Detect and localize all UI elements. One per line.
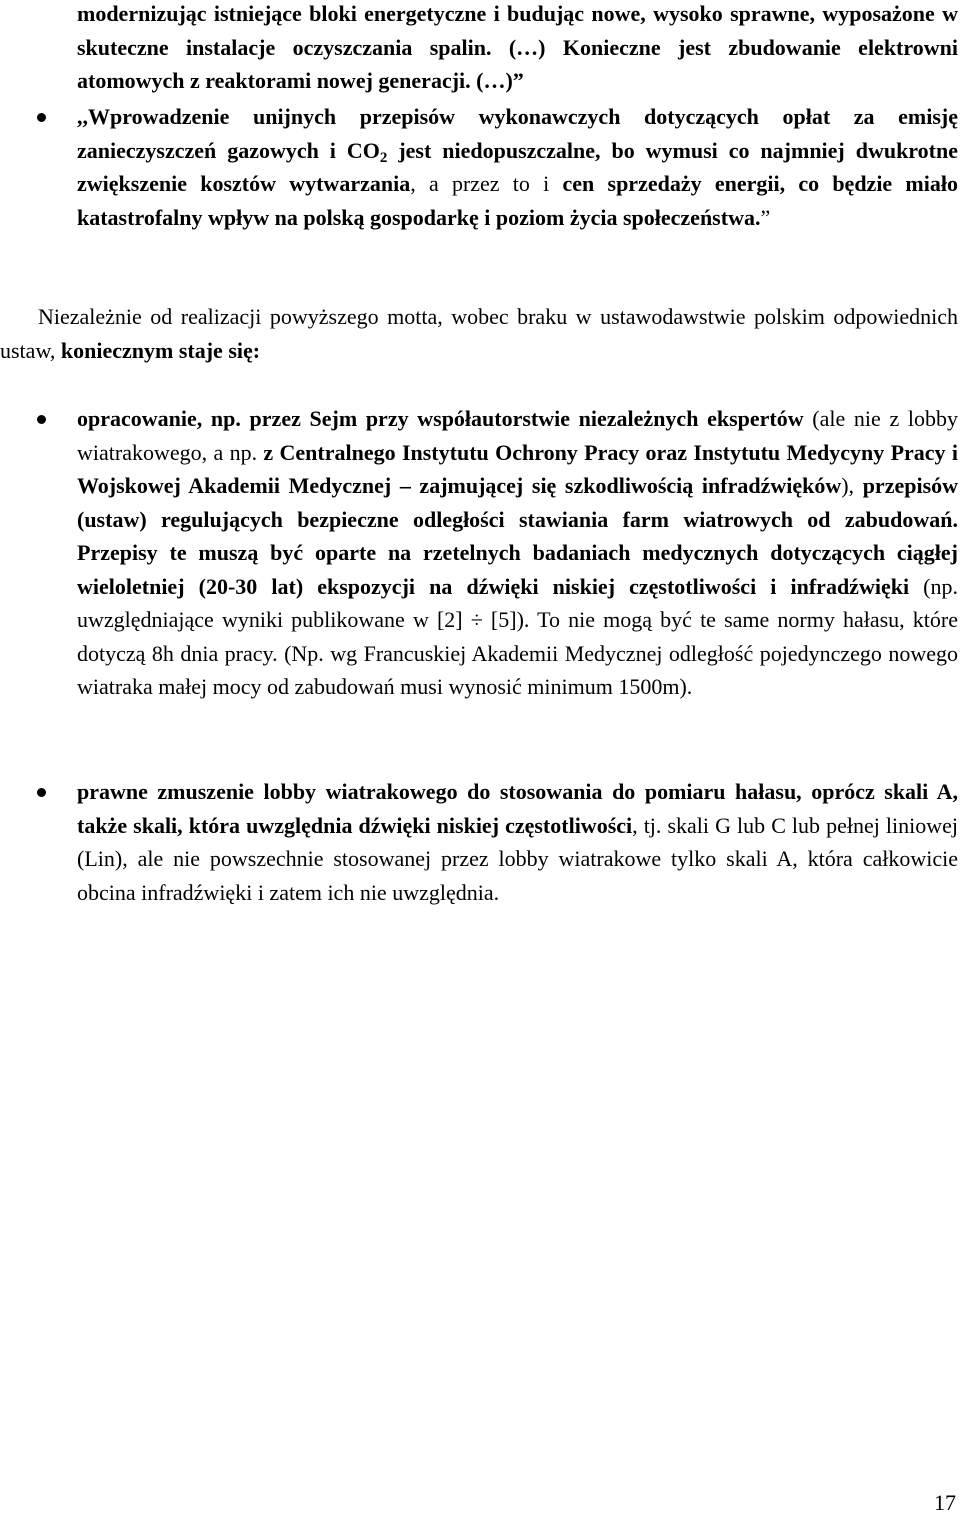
bullet-paragraph-1 [77,402,958,704]
intro-text: Niezależnie od realizacji powyższego motta, wobec braku w ustawodawstwie polskim odpowiednich ustaw, [0,304,958,363]
quote-text-1: ,,Wprowadzenie unijnych przepisów wykonawczych dotyczących opłat za emisję zanieczyszczeń gazowych i CO [77,104,958,163]
quote-text-3: , a przez to i [410,171,563,196]
bullet-paragraph-2 [77,775,958,909]
continuation-paragraph [77,0,958,98]
bullet2-text-2: , tj. skali G lub C lub pełnej liniowej (Lin), ale nie powszechnie stosowanej przez lobby wiatrakowe tylko skali A, która całkowicie obcina infradźwięki i zatem ich nie uwzględnia. [77,812,958,905]
bullet-dot [37,113,46,122]
bullet1-text-2: (ale nie z lobby wiatrakowego, a np. [77,406,958,465]
intro-paragraph [0,300,958,367]
quote-text-4: cen sprzedaży energii, co będzie miało katastrofalny wpływ na polską gospodarkę i poziom życia społeczeństwa. [77,171,958,230]
bullet-dot [37,788,46,797]
bullet-dot [37,415,46,424]
intro-bold-text: koniecznym staje się: [60,337,261,363]
bullet1-text-1: opracowanie, np. przez Sejm przy współautorstwie niezależnych ekspertów [77,406,804,431]
continuation-text: modernizując istniejące bloki energetyczne i budując nowe, wysoko sprawne, wyposażone w skuteczne instalacje oczyszczania spalin. (…) Konieczne jest zbudowanie elektrowni atomowych z reaktorami nowej generacji. (…)” [77,1,958,93]
quote-bullet-paragraph [77,100,958,234]
quote-text-5: ” [760,204,771,230]
bullet2-text-1: prawne zmuszenie lobby wiatrakowego do stosowania do pomiaru hałasu, oprócz skali A, także skali, która uwzględnia dźwięki niskiej częstotliwości [77,779,958,838]
bullet1-text-6: (np. uwzględniające wyniki publikowane w [2] ÷ [5]). To nie mogą być te same normy hałasu, które dotyczą 8h dnia pracy. (Np. wg Francuskiej Akademii Medycznej odległość pojedynczego nowego wiatraka małej mocy od zabudowań musi wynosić minimum 1500m). [77,573,958,699]
quote-text-2: jest niedopuszczalne, bo wymusi co najmniej dwukrotne zwiększenie kosztów wytwarzania [77,137,958,196]
bullet1-text-4: ), [841,473,863,498]
co2-subscript: 2 [379,149,388,166]
bullet1-text-3: z Centralnego Instytutu Ochrony Pracy oraz Instytutu Medycyny Pracy i Wojskowej Akademii Medycznej – zajmującej się szkodliwością infradźwięków [77,439,958,498]
bullet1-text-5: przepisów (ustaw) regulujących bezpieczne odległości stawiania farm wiatrowych od zabudowań. Przepisy te muszą być oparte na rzetelnych badaniach medycznych dotyczących ciągłej wieloletniej (20-30 lat) ekspozycji na dźwięki niskiej częstotliwości i infradźwięki [77,473,959,599]
page-number: 17 [934,1490,956,1515]
